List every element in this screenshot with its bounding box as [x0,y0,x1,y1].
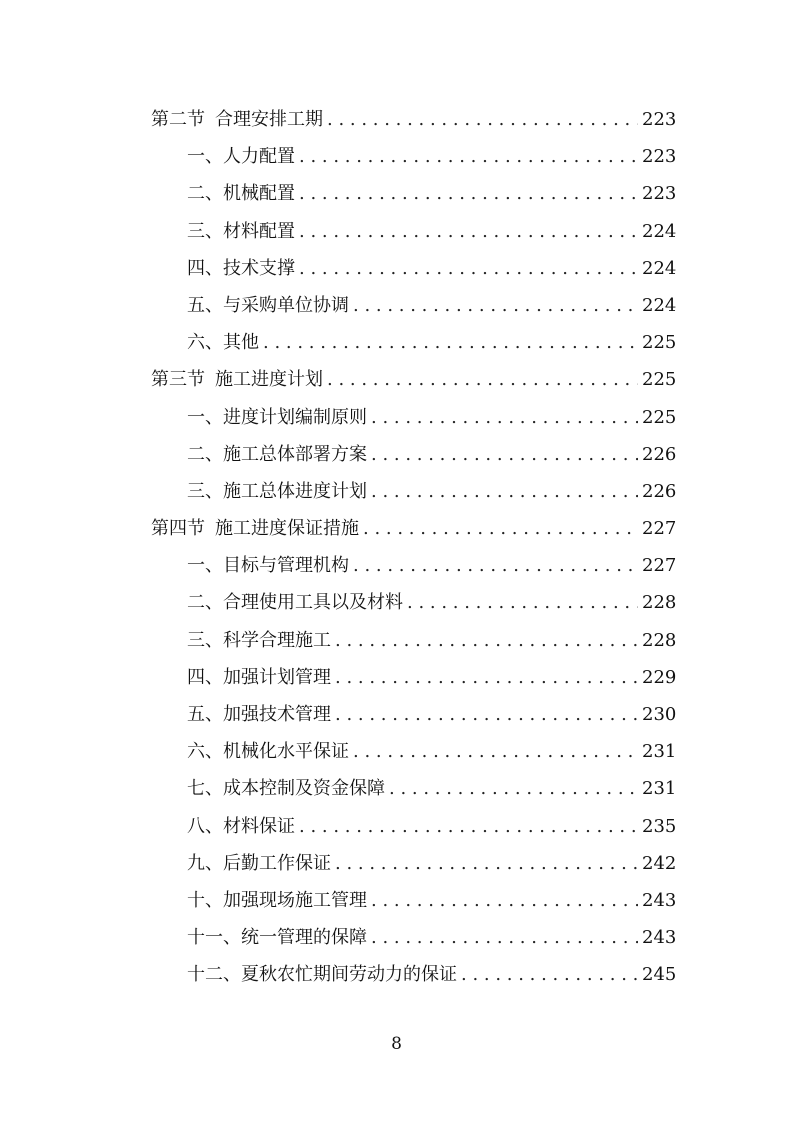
toc-entry-title: 目标与管理机构 [223,555,349,577]
toc-dot-leader [353,547,638,584]
table-of-contents [151,101,677,994]
toc-dot-leader [335,845,638,882]
toc-entry-page: 226 [642,443,677,465]
toc-entry-title: 与采购单位协调 [223,294,349,316]
toc-entry-number: 四、 [187,257,223,279]
toc-entry-page: 227 [642,555,677,577]
toc-entry-page: 223 [642,146,677,168]
toc-subsection-entry[interactable] [151,138,677,175]
toc-subsection-entry[interactable] [151,584,677,621]
toc-entry-title: 材料保证 [223,815,295,837]
toc-subsection-entry[interactable] [151,175,677,212]
toc-entry-number: 四、 [187,666,223,688]
toc-dot-leader [371,436,638,473]
toc-subsection-entry[interactable] [151,213,677,250]
toc-dot-leader [389,770,638,807]
toc-entry-label [187,584,403,621]
toc-entry-page: 235 [642,815,677,837]
toc-entry-page: 225 [642,406,677,428]
toc-entry-label [187,770,385,807]
toc-subsection-entry[interactable] [151,324,677,361]
toc-subsection-entry[interactable] [151,882,677,919]
toc-entry-title: 加强技术管理 [223,704,331,725]
toc-entry-label [187,473,367,510]
toc-entry-number: 二、 [187,443,223,465]
toc-entry-number: 七、 [187,778,223,800]
toc-subsection-entry[interactable] [151,622,677,659]
toc-entry-label [187,808,295,845]
toc-section-entry[interactable] [151,510,677,547]
toc-entry-number: 第四节 [151,518,205,540]
toc-entry-label [187,324,259,361]
toc-entry-label [187,919,367,956]
toc-entry-page: 243 [642,889,677,911]
toc-entry-label [187,175,295,212]
toc-entry-label [187,436,367,473]
toc-entry-label [187,956,457,993]
toc-dot-leader [299,213,638,250]
toc-entry-title: 加强现场施工管理 [223,889,367,911]
toc-entry-page: 226 [642,480,677,502]
toc-entry-label [187,845,331,882]
toc-dot-leader [299,175,638,212]
toc-dot-leader [407,584,638,621]
toc-dot-leader [299,808,638,845]
toc-entry-page: 230 [642,704,677,725]
toc-entry-label [151,361,323,398]
toc-entry-title: 科学合理施工 [223,629,331,651]
toc-entry-page: 225 [642,332,677,354]
toc-subsection-entry[interactable] [151,956,677,993]
toc-subsection-entry[interactable] [151,770,677,807]
toc-subsection-entry[interactable] [151,919,677,956]
toc-entry-label [187,659,331,696]
toc-entry-title: 人力配置 [223,146,295,168]
toc-entry-title: 统一管理的保障 [241,927,367,949]
toc-entry-number: 三、 [187,220,223,242]
toc-entry-number: 十一、 [187,927,241,949]
toc-subsection-entry[interactable] [151,659,677,696]
toc-entry-number: 六、 [187,741,223,763]
toc-dot-leader [371,399,638,436]
toc-entry-label [187,399,367,436]
toc-entry-title: 其他 [223,332,259,354]
toc-entry-page: 229 [642,666,677,688]
toc-entry-page: 231 [642,778,677,800]
toc-entry-label [187,622,331,659]
toc-subsection-entry[interactable] [151,547,677,584]
toc-entry-number: 二、 [187,592,223,614]
toc-entry-label [187,733,349,770]
toc-dot-leader [335,659,638,696]
toc-entry-page: 223 [642,109,677,130]
toc-entry-number: 三、 [187,480,223,502]
toc-entry-label [151,101,323,138]
toc-entry-number: 一、 [187,406,223,428]
toc-entry-title: 夏秋农忙期间劳动力的保证 [241,964,457,986]
toc-entry-title: 施工总体部署方案 [223,443,367,465]
toc-entry-label [187,213,295,250]
toc-entry-page: 243 [642,927,677,949]
toc-entry-page: 231 [642,741,677,763]
toc-dot-leader [353,733,638,770]
toc-dot-leader [327,101,638,138]
toc-entry-page: 228 [642,592,677,614]
page-number: 8 [391,1034,402,1054]
toc-entry-title: 合理安排工期 [215,109,323,130]
toc-entry-number: 九、 [187,852,223,874]
toc-entry-title: 机械化水平保证 [223,741,349,763]
toc-section-entry[interactable] [151,361,677,398]
toc-entry-title: 机械配置 [223,183,295,205]
toc-entry-title: 合理使用工具以及材料 [223,592,403,614]
toc-entry-title: 材料配置 [223,220,295,242]
toc-section-entry[interactable] [151,101,677,138]
toc-subsection-entry[interactable] [151,287,677,324]
toc-entry-label [187,547,349,584]
toc-entry-label [187,287,349,324]
toc-entry-title: 成本控制及资金保障 [223,778,385,800]
toc-dot-leader [371,882,638,919]
toc-entry-page: 224 [642,220,677,242]
toc-entry-page: 223 [642,183,677,205]
toc-entry-number: 一、 [187,555,223,577]
toc-subsection-entry[interactable] [151,399,677,436]
toc-dot-leader [263,324,638,361]
toc-entry-page: 224 [642,294,677,316]
toc-subsection-entry[interactable] [151,733,677,770]
toc-entry-label [151,510,359,547]
toc-entry-label [187,882,367,919]
toc-entry-label [187,138,295,175]
toc-entry-page: 228 [642,629,677,651]
toc-dot-leader [299,138,638,175]
toc-entry-title: 加强计划管理 [223,666,331,688]
toc-entry-number: 第二节 [151,109,205,130]
toc-entry-title: 后勤工作保证 [223,852,331,874]
toc-dot-leader [353,287,638,324]
toc-entry-number: 一、 [187,146,223,168]
toc-dot-leader [363,510,638,547]
toc-dot-leader [327,361,638,398]
toc-entry-label [187,250,295,287]
toc-entry-number: 五、 [187,704,223,725]
toc-entry-title: 施工总体进度计划 [223,480,367,502]
toc-entry-number: 三、 [187,629,223,651]
toc-dot-leader [461,956,638,993]
toc-entry-page: 227 [642,518,677,540]
toc-dot-leader [371,473,638,510]
toc-dot-leader [335,696,638,733]
toc-entry-number: 二、 [187,183,223,205]
toc-entry-page: 225 [642,369,677,391]
toc-subsection-entry[interactable] [151,250,677,287]
toc-entry-number: 第三节 [151,369,205,391]
toc-entry-number: 八、 [187,815,223,837]
toc-subsection-entry[interactable] [151,808,677,845]
toc-entry-page: 245 [642,964,677,986]
toc-entry-title: 施工进度计划 [215,369,323,391]
toc-dot-leader [371,919,638,956]
toc-subsection-entry[interactable] [151,436,677,473]
toc-entry-number: 六、 [187,332,223,354]
toc-subsection-entry[interactable] [151,696,677,733]
toc-entry-title: 技术支撑 [223,257,295,279]
toc-entry-number: 十二、 [187,964,241,986]
toc-entry-number: 五、 [187,294,223,316]
toc-entry-title: 施工进度保证措施 [215,518,359,540]
toc-entry-label [187,696,331,733]
toc-subsection-entry[interactable] [151,845,677,882]
toc-entry-page: 224 [642,257,677,279]
toc-dot-leader [299,250,638,287]
toc-entry-page: 242 [642,852,677,874]
toc-dot-leader [335,622,638,659]
toc-entry-number: 十、 [187,889,223,911]
toc-subsection-entry[interactable] [151,473,677,510]
toc-entry-title: 进度计划编制原则 [223,406,367,428]
